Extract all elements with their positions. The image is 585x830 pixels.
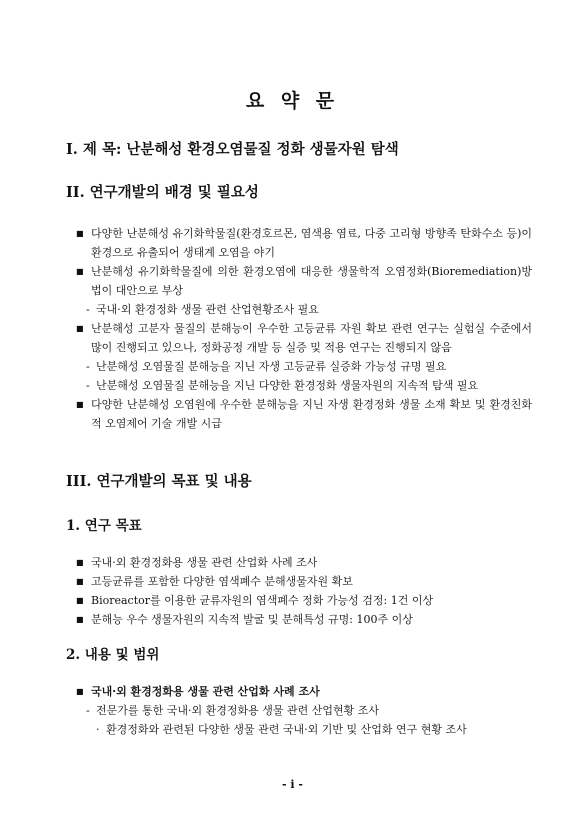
list-item xyxy=(86,701,516,720)
square-bullet-icon: ■ xyxy=(76,577,84,586)
square-bullet-icon: ■ xyxy=(76,267,84,276)
dash-bullet: - xyxy=(86,303,90,316)
square-bullet-icon: ■ xyxy=(76,596,84,605)
section-3-1-list xyxy=(0,553,585,629)
list-item xyxy=(76,553,532,572)
section-2-heading: II. 연구개발의 배경 및 필요성 xyxy=(66,184,259,201)
list-item-text: 난분해성 오염물질 분해능을 지닌 다양한 환경정화 생물자원의 지속적 탐색 필요 xyxy=(96,379,479,392)
list-item-text: 분해능 우수 생물자원의 지속적 발굴 및 분해특성 규명: 100주 이상 xyxy=(91,613,413,626)
list-item xyxy=(76,682,532,701)
square-bullet-icon: ■ xyxy=(76,558,84,567)
list-item xyxy=(86,357,516,376)
square-bullet-icon: ■ xyxy=(76,615,84,624)
section-1-title: 난분해성 환경오염물질 정화 생물자원 탐색 xyxy=(126,141,399,158)
section-1-heading xyxy=(66,138,399,159)
list-item-text: 고등균류를 포함한 다양한 염색폐수 분해생물자원 확보 xyxy=(91,575,353,588)
square-bullet-icon: ■ xyxy=(76,400,84,409)
section-3-2-list xyxy=(0,682,585,739)
list-item-text: 난분해성 유기화학물질에 의한 환경오염에 대응한 생물학적 오염정화(Bioremediation)방법이 대안으로 부상 xyxy=(91,265,532,297)
list-item xyxy=(76,319,532,357)
list-item xyxy=(76,224,532,262)
list-item xyxy=(96,720,516,739)
list-item xyxy=(76,395,532,433)
section-3-2-heading: 2. 내용 및 범위 xyxy=(66,647,160,663)
list-item-text: 난분해성 고분자 물질의 분해능이 우수한 고등균류 자원 확보 관련 연구는 실험실 수준에서 많이 진행되고 있으나, 정화공정 개발 등 실증 및 적용 연구는 진행되지 않음 xyxy=(91,322,532,354)
list-item-text: 전문가를 통한 국내·외 환경정화용 생물 관련 산업현황 조사 xyxy=(96,704,379,717)
list-item xyxy=(76,572,532,591)
square-bullet-icon: ■ xyxy=(76,686,84,696)
dash-bullet: - xyxy=(86,704,90,717)
list-item-text: Bioreactor를 이용한 균류자원의 염색폐수 정화 가능성 검정: 1건 이상 xyxy=(91,594,434,607)
list-item-text: 국내·외 환경정화용 생물 관련 산업화 사례 조사 xyxy=(91,556,318,569)
page-number: - i - xyxy=(282,778,303,791)
list-item xyxy=(76,591,532,610)
list-item xyxy=(76,610,532,629)
document-title: 요 약 문 xyxy=(245,90,340,112)
list-item-text: 다양한 난분해성 유기화학물질(환경호르몬, 염색용 염료, 다중 고리형 방향족 탄화수소 등)이 환경으로 유출되어 생태계 오염을 야기 xyxy=(91,227,532,259)
list-item-text: 난분해성 오염물질 분해능을 지닌 자생 고등균류 실증화 가능성 규명 필요 xyxy=(96,360,447,373)
dash-bullet: - xyxy=(86,379,90,392)
list-item-text: 환경정화와 관련된 다양한 생물 관련 국내·외 기반 및 산업화 연구 현황 조사 xyxy=(106,723,467,736)
section-3-1-heading: 1. 연구 목표 xyxy=(66,518,142,534)
section-2-list xyxy=(0,224,585,433)
section-3-heading: III. 연구개발의 목표 및 내용 xyxy=(66,473,252,490)
section-1-number: I. xyxy=(66,141,78,158)
list-item-text: 다양한 난분해성 오염원에 우수한 분해능을 지닌 자생 환경정화 생물 소재 확보 및 환경친화적 오염제어 기술 개발 시급 xyxy=(91,398,532,430)
square-bullet-icon: ■ xyxy=(76,324,84,333)
square-bullet-icon: ■ xyxy=(76,229,84,238)
list-item xyxy=(76,262,532,300)
list-item-text: 국내·외 환경정화 생물 관련 산업현황조사 필요 xyxy=(96,303,319,316)
section-1-label: 제 목: xyxy=(82,141,122,158)
list-item xyxy=(86,376,516,395)
dot-bullet: · xyxy=(96,723,100,736)
dash-bullet: - xyxy=(86,360,90,373)
list-item xyxy=(86,300,516,319)
list-item-text: 국내·외 환경정화용 생물 관련 산업화 사례 조사 xyxy=(91,685,320,698)
